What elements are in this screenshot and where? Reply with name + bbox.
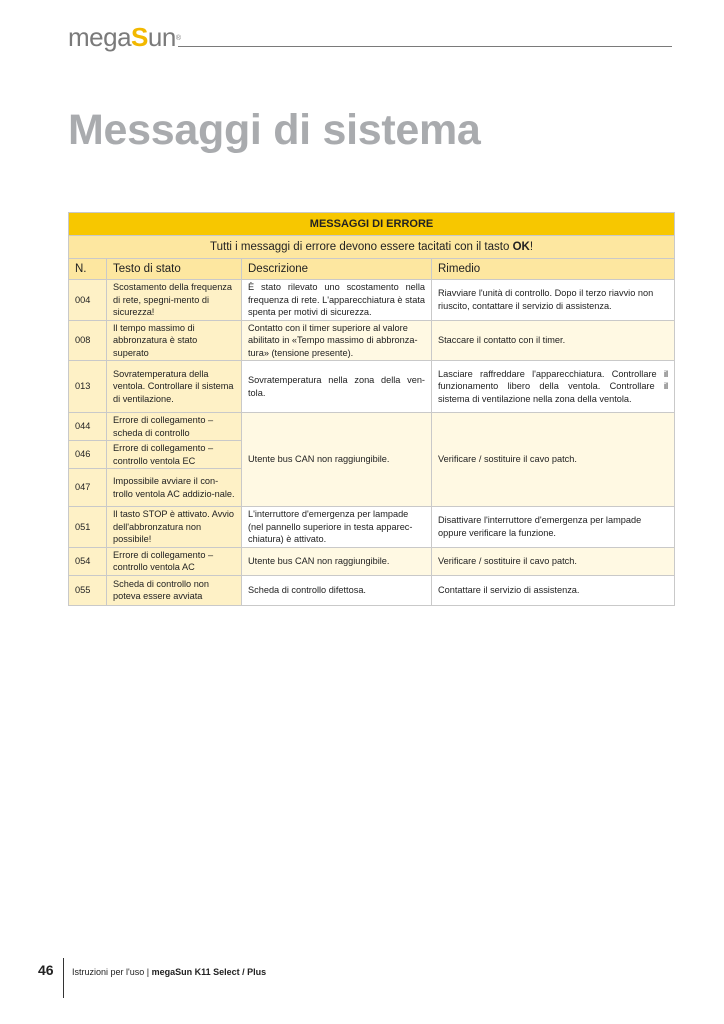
- table-row: [69, 361, 675, 413]
- row-stato: Il tasto STOP è attivato. Avvio dell'abbronzatura non possibile!: [107, 507, 242, 548]
- row-descrizione: Sovratemperatura nella zona della ven-tola.: [242, 361, 432, 413]
- row-descrizione: Scheda di controllo difettosa.: [242, 575, 432, 605]
- page-number: 46: [38, 962, 54, 978]
- row-number: 055: [69, 575, 107, 605]
- col-header-rimedio: Rimedio: [432, 259, 675, 280]
- row-rimedio: Lasciare raffreddare l'apparecchiatura. Controllare il funzionamento libero della ventola. Controllare il sistema di ventilazione nella zona della ventola.: [432, 361, 675, 413]
- row-number: 013: [69, 361, 107, 413]
- table-subtitle: Tutti i messaggi di errore devono essere tacitati con il tasto OK!: [69, 236, 675, 259]
- row-rimedio: Contattare il servizio di assistenza.: [432, 575, 675, 605]
- footer-product: megaSun K11 Select / Plus: [151, 967, 267, 977]
- row-stato: Sovratemperatura della ventola. Controllare il sistema di ventilazione.: [107, 361, 242, 413]
- table-row: [69, 575, 675, 605]
- row-stato: Il tempo massimo di abbronzatura è stato superato: [107, 320, 242, 361]
- row-descrizione: L'interruttore d'emergenza per lampade (nel pannello superiore in testa apparec-chiatura) è attivato.: [242, 507, 432, 548]
- row-stato: Scheda di controllo non poteva essere avviata: [107, 575, 242, 605]
- row-number: 044: [69, 413, 107, 441]
- table-row: [69, 507, 675, 548]
- row-stato: Scostamento della frequenza di rete, spegni-mento di sicurezza!: [107, 280, 242, 321]
- row-rimedio: Verificare / sostituire il cavo patch.: [432, 547, 675, 575]
- table-row: [69, 280, 675, 321]
- row-descrizione: È stato rilevato uno scostamento nella frequenza di rete. L'apparecchiatura è stata spenta per motivi di sicurezza.: [242, 280, 432, 321]
- row-number: 008: [69, 320, 107, 361]
- table-row: [69, 547, 675, 575]
- ok-key: OK: [512, 241, 530, 253]
- table-row: [69, 320, 675, 361]
- row-descrizione: Contatto con il timer superiore al valore abilitato in «Tempo massimo di abbronza-tura» (tensione presente).: [242, 320, 432, 361]
- page-title: Messaggi di sistema: [68, 106, 481, 154]
- row-stato: Impossibile avviare il con-trollo ventola AC addizio-nale.: [107, 469, 242, 507]
- table-row: [69, 413, 675, 441]
- row-descrizione-merged: Utente bus CAN non raggiungibile.: [242, 413, 432, 507]
- row-number: 004: [69, 280, 107, 321]
- row-rimedio: Riavviare l'unità di controllo. Dopo il terzo riavvio non riuscito, contattare il servizio di assistenza.: [432, 280, 675, 321]
- row-rimedio: Disattivare l'interruttore d'emergenza per lampade oppure verificare la funzione.: [432, 507, 675, 548]
- row-rimedio-merged: Verificare / sostituire il cavo patch.: [432, 413, 675, 507]
- row-rimedio: Staccare il contatto con il timer.: [432, 320, 675, 361]
- error-messages-table: [68, 212, 675, 606]
- row-stato: Errore di collegamento – controllo ventola EC: [107, 441, 242, 469]
- row-number: 051: [69, 507, 107, 548]
- col-header-stato: Testo di stato: [107, 259, 242, 280]
- col-header-number: N.: [69, 259, 107, 280]
- row-stato: Errore di collegamento – controllo ventola AC: [107, 547, 242, 575]
- row-stato: Errore di collegamento – scheda di controllo: [107, 413, 242, 441]
- footer-divider: [63, 958, 64, 998]
- column-header-row: [69, 259, 675, 280]
- row-descrizione: Utente bus CAN non raggiungibile.: [242, 547, 432, 575]
- row-number: 047: [69, 469, 107, 507]
- header-rule: [178, 46, 672, 47]
- row-number: 054: [69, 547, 107, 575]
- megasun-logo: megaSun®: [68, 22, 181, 52]
- table-title: MESSAGGI DI ERRORE: [69, 213, 675, 236]
- col-header-descrizione: Descrizione: [242, 259, 432, 280]
- row-number: 046: [69, 441, 107, 469]
- footer-text: Istruzioni per l'uso | megaSun K11 Select / Plus: [72, 967, 267, 977]
